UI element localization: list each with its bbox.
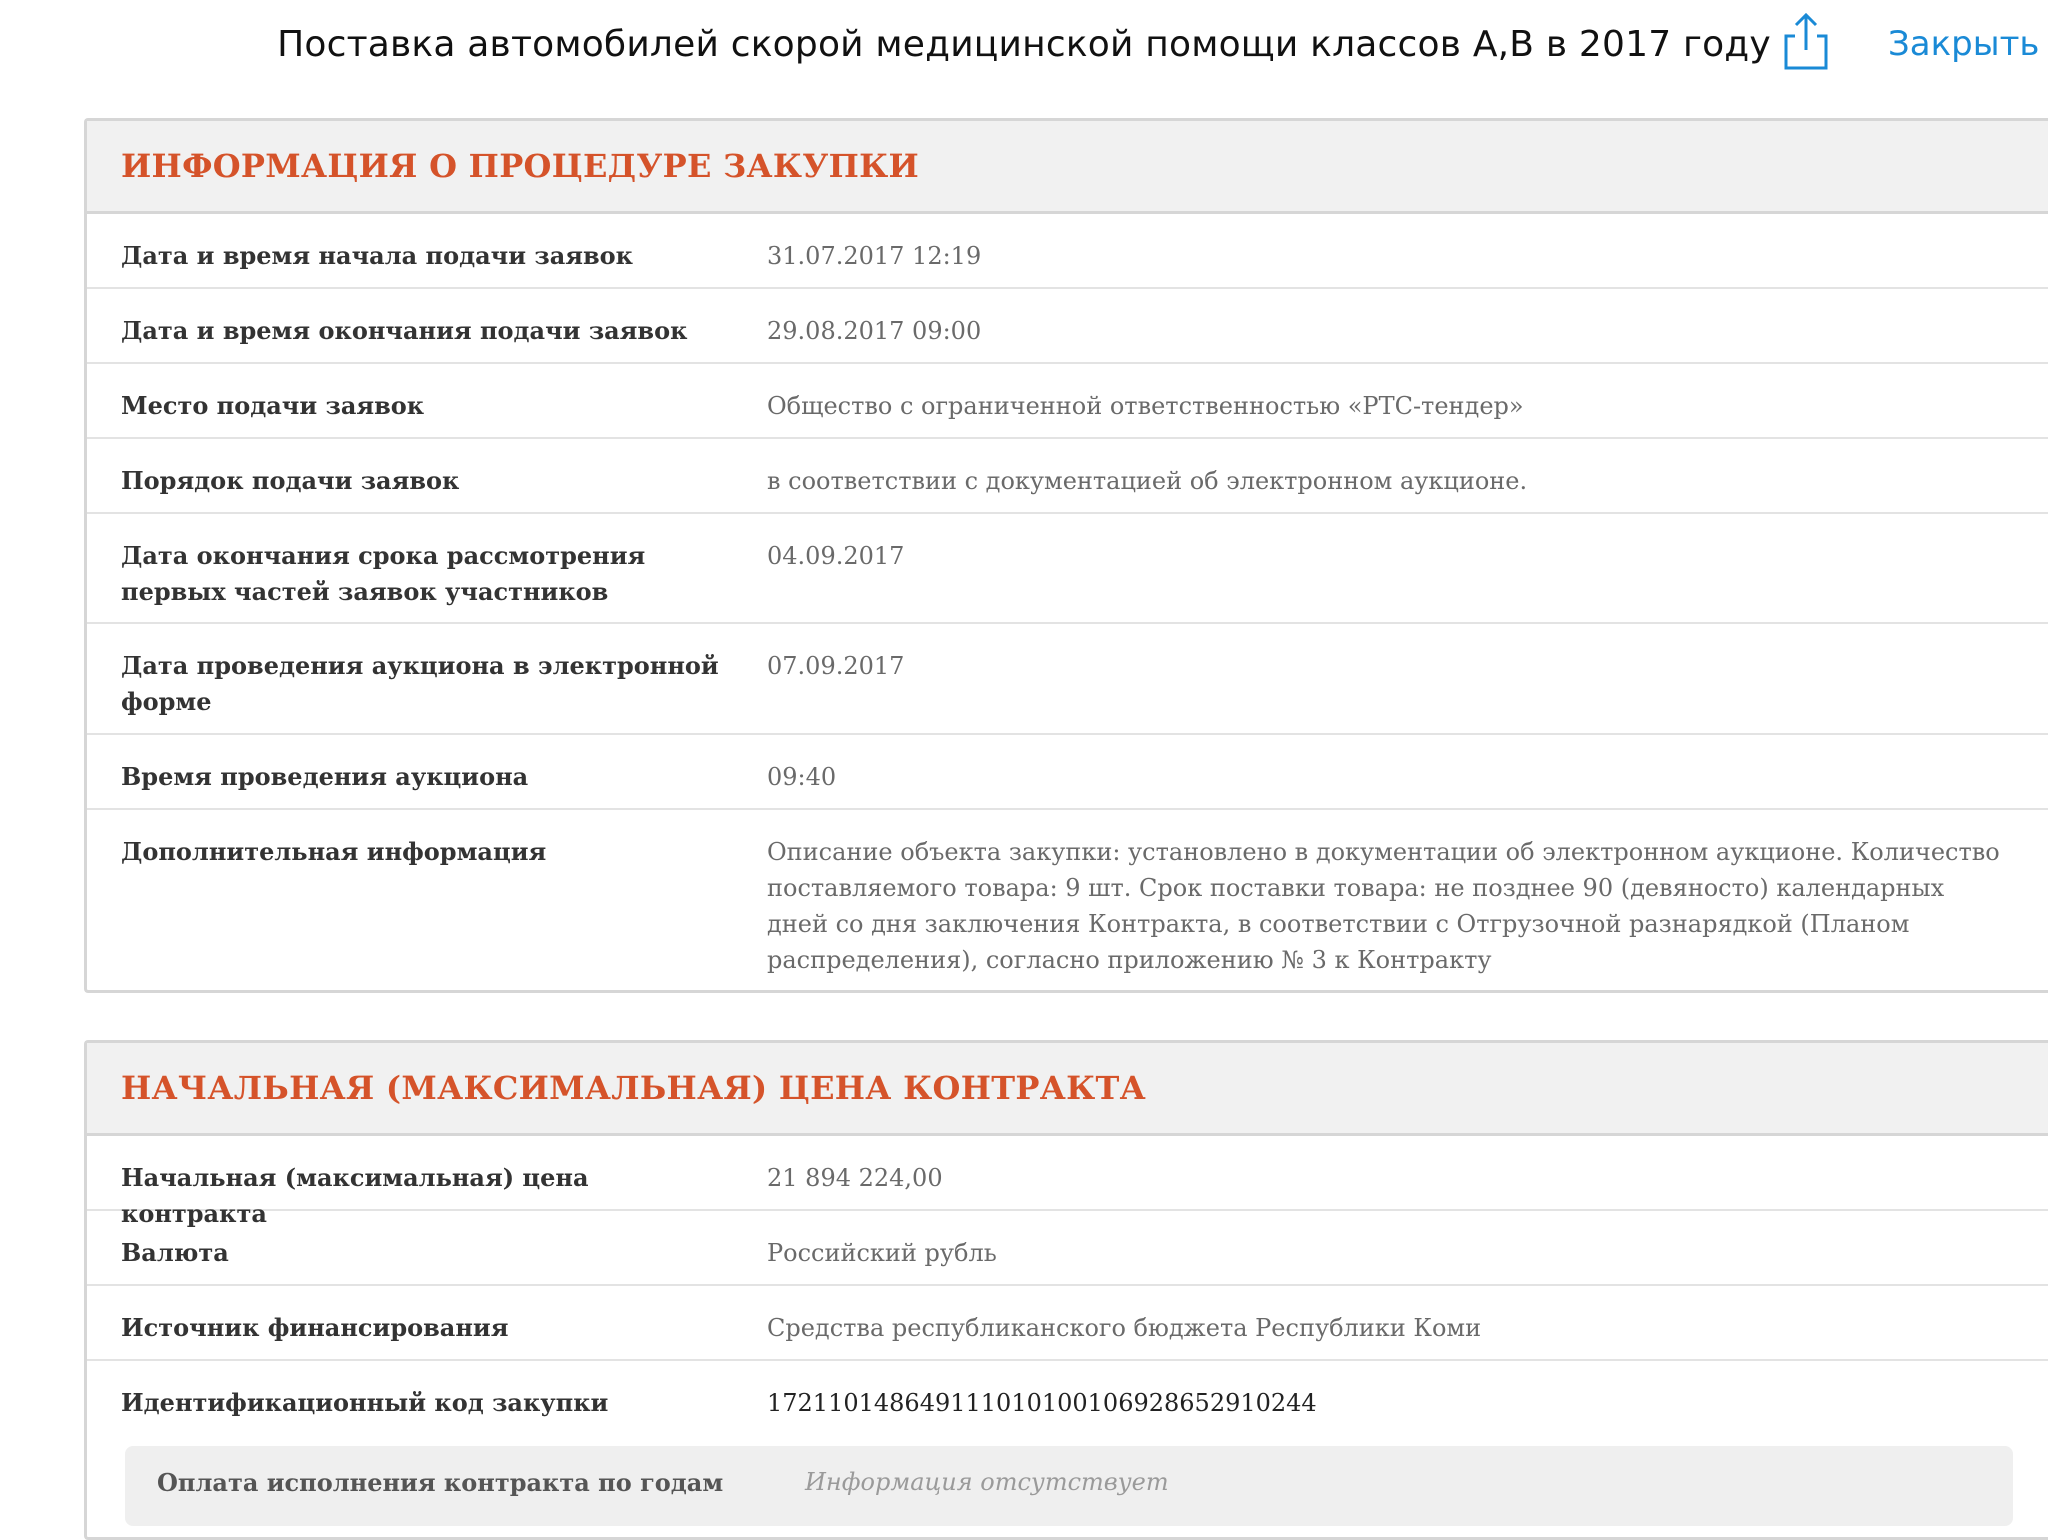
price-row (87, 1211, 2048, 1286)
row-value: 04.09.2017 (767, 542, 905, 570)
row-label: Источник финансирования (121, 1313, 509, 1342)
row-value: 31.07.2017 12:19 (767, 242, 982, 270)
price-row (87, 1136, 2048, 1228)
payment-by-years (125, 1446, 2013, 1526)
procedure-row (87, 364, 2048, 439)
payment-by-years-value: Информация отсутствует (805, 1468, 1169, 1496)
procedure-row (87, 624, 2048, 735)
row-value: в соответствии с документацией об электронном аукционе. (767, 467, 1528, 495)
procedure-row (87, 214, 2048, 289)
row-label: Порядок подачи заявок (121, 466, 460, 495)
row-value: Описание объекта закупки: установлено в документации об электронном аукционе. Количество поставляемого товара: 9 шт. Срок поставки товара: не позднее 90 (девяносто) календарных дней со дня заключения Контракта, в соответствии с Отгрузочной разнарядкой (Планом распределения), согласно приложению № 3 к Контракту (767, 838, 2000, 974)
contract-price-panel (84, 1040, 2048, 1540)
row-label: Дата проведения аукциона в электронной форме (121, 651, 719, 716)
close-button[interactable]: Закрыть (1888, 24, 2040, 64)
row-value: Российский рубль (767, 1239, 997, 1267)
row-label: Идентификационный код закупки (121, 1388, 609, 1417)
procedure-row (87, 810, 2048, 990)
row-label: Дата и время начала подачи заявок (121, 241, 634, 270)
row-label: Время проведения аукциона (121, 762, 529, 791)
contract-price-rows (87, 1136, 2048, 1497)
procedure-row (87, 514, 2048, 624)
row-label: Валюта (121, 1238, 229, 1267)
row-value: 29.08.2017 09:00 (767, 317, 982, 345)
procedure-info-header (87, 121, 2048, 214)
procedure-row (87, 735, 2048, 810)
procedure-row (87, 289, 2048, 364)
procedure-info-panel (84, 118, 2048, 993)
row-label: Место подачи заявок (121, 391, 425, 420)
share-icon[interactable] (1780, 12, 1832, 72)
row-value: Средства республиканского бюджета Республики Коми (767, 1314, 1482, 1342)
row-label: Начальная (максимальная) цена контракта (121, 1163, 589, 1228)
price-row (87, 1361, 2048, 1436)
row-label: Дополнительная информация (121, 837, 547, 866)
contract-price-title: НАЧАЛЬНАЯ (МАКСИМАЛЬНАЯ) ЦЕНА КОНТРАКТА (121, 1069, 1146, 1107)
row-label: Дата и время окончания подачи заявок (121, 316, 688, 345)
row-value: 21 894 224,00 (767, 1164, 943, 1192)
payment-by-years-label: Оплата исполнения контракта по годам (157, 1468, 724, 1497)
procedure-row (87, 439, 2048, 514)
row-value: 07.09.2017 (767, 652, 905, 680)
price-row (87, 1286, 2048, 1361)
row-label: Дата окончания срока рассмотрения первых частей заявок участников (121, 541, 646, 606)
contract-price-header (87, 1043, 2048, 1136)
page-title: Поставка автомобилей скорой медицинской помощи классов А,В в 2017 году (277, 24, 1771, 65)
row-value: 09:40 (767, 763, 837, 791)
purchase-code-value: 172110148649111010100106928652910244 (767, 1389, 1317, 1417)
row-value: Общество с ограниченной ответственностью «РТС-тендер» (767, 392, 1524, 420)
top-bar (0, 0, 2048, 100)
procedure-info-title: ИНФОРМАЦИЯ О ПРОЦЕДУРЕ ЗАКУПКИ (121, 147, 920, 185)
procedure-info-rows (87, 214, 2048, 990)
